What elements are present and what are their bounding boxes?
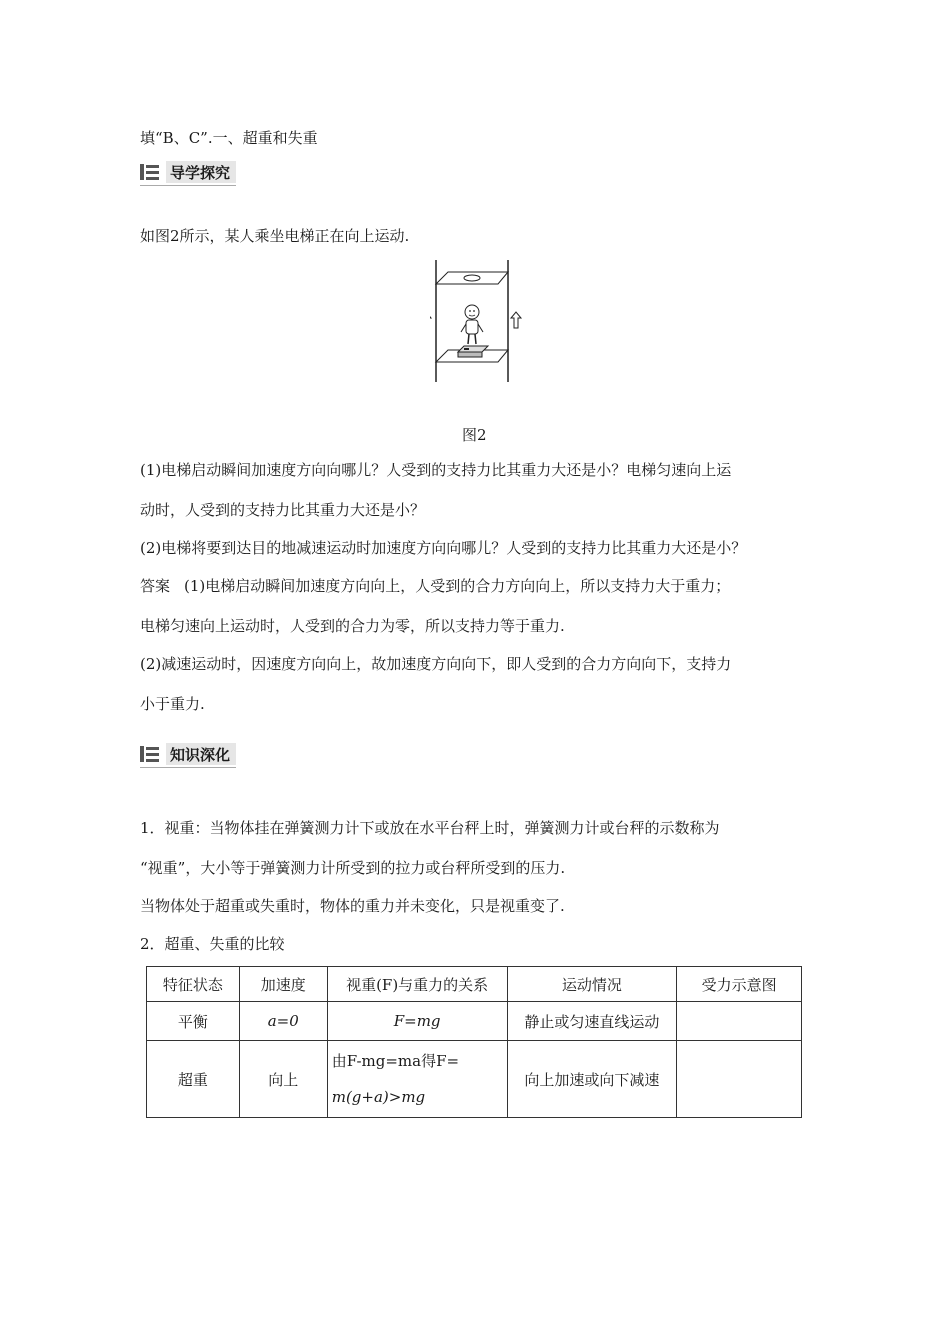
comparison-table	[146, 966, 802, 1118]
intro-text: 如图2所示，某人乘坐电梯正在向上运动.	[140, 227, 410, 245]
question-1-line-2: 动时，人受到的支持力比其重力大还是小？	[140, 501, 426, 519]
relation-line-1: 由F-mg=ma得F=	[331, 1052, 460, 1070]
table-header-row	[147, 967, 802, 1002]
elevator-figure	[430, 258, 526, 384]
section-title: 知识深化	[166, 743, 236, 765]
question-1-line-1: (1)电梯启动瞬间加速度方向向哪儿？人受到的支持力比其重力大还是小？电梯匀速向上运	[140, 461, 732, 479]
answer-1-line-2: 电梯匀速向上运动时，人受到的合力为零，所以支持力等于重力.	[140, 617, 565, 635]
relation-line-2: m(g+a)>mg	[331, 1088, 426, 1106]
paragraph-2: 当物体处于超重或失重时，物体的重力并未变化，只是视重变了.	[140, 897, 565, 915]
table-cell-diagram	[677, 1002, 802, 1041]
section-bars-icon	[140, 745, 160, 763]
table-cell-relation	[327, 1041, 507, 1118]
table-header-cell: 加速度	[239, 967, 327, 1002]
paragraph-1-line-1: 1．视重：当物体挂在弹簧测力计下或放在水平台秤上时，弹簧测力计或台秤的示数称为	[140, 819, 720, 837]
answer-2-line-2: 小于重力.	[140, 695, 205, 713]
answer-label: 答案	[140, 577, 171, 595]
section-heading-guided-inquiry	[140, 160, 236, 184]
section-heading-knowledge-deepening	[140, 742, 236, 766]
top-line: 填“B、C”.一、超重和失重	[140, 129, 318, 147]
table-row	[147, 1041, 802, 1118]
table-cell-motion: 向上加速或向下减速	[507, 1041, 677, 1118]
answer-1-line-1	[140, 576, 730, 596]
table-cell-motion: 静止或匀速直线运动	[507, 1002, 677, 1041]
section-bars-icon	[140, 163, 160, 181]
table-row	[147, 1002, 802, 1041]
table-cell-diagram	[677, 1041, 802, 1118]
table-header-cell: 运动情况	[507, 967, 677, 1002]
table-cell-relation: F=mg	[327, 1002, 507, 1041]
table-header-cell: 受力示意图	[677, 967, 802, 1002]
answer-2-line-1: (2)减速运动时，因速度方向向上，故加速度方向向下，即人受到的合力方向向下，支持力	[140, 655, 732, 673]
table-cell-state: 超重	[147, 1041, 240, 1118]
table-cell-accel: 向上	[239, 1041, 327, 1118]
figure-caption: 图2	[462, 426, 487, 444]
section-title: 导学探究	[166, 161, 236, 183]
paragraph-1-line-2: “视重”，大小等于弹簧测力计所受到的拉力或台秤所受到的压力.	[140, 859, 566, 877]
answer-1-text: (1)电梯启动瞬间加速度方向向上，人受到的合力方向向上，所以支持力大于重力；	[184, 577, 731, 595]
table-cell-accel: a=0	[239, 1002, 327, 1041]
table-header-cell: 特征状态	[147, 967, 240, 1002]
paragraph-3: 2．超重、失重的比较	[140, 935, 285, 953]
table-header-cell: 视重(F)与重力的关系	[327, 967, 507, 1002]
question-2: (2)电梯将要到达目的地减速运动时加速度方向向哪儿？人受到的支持力比其重力大还是小？	[140, 539, 747, 557]
table-cell-state: 平衡	[147, 1002, 240, 1041]
